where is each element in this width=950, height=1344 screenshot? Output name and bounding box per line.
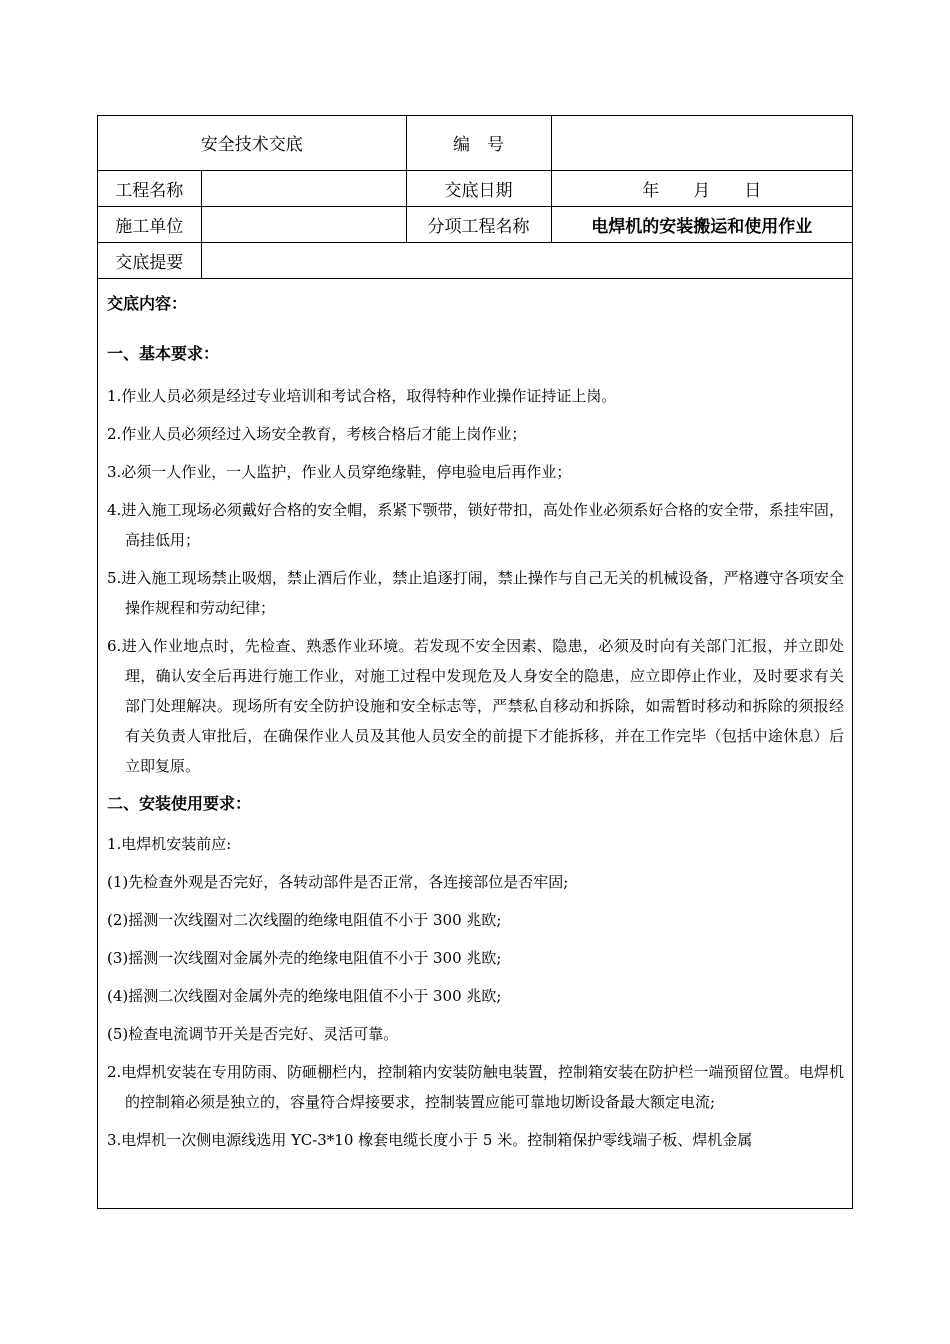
- summary-label: 交底提要: [98, 242, 201, 278]
- list-item: (4)摇测二次线圈对金属外壳的绝缘电阻值不小于 300 兆欧;: [107, 986, 502, 1005]
- unit-row: [98, 206, 852, 242]
- number-label: 编 号: [406, 116, 551, 170]
- unit-label: 施工单位: [98, 206, 201, 242]
- list-item: 4.进入施工现场必须戴好合格的安全帽，系紧下颚带，锁好带扣，高处作业必须系好合格的安全带，系挂牢固，高挂低用；: [107, 500, 844, 549]
- briefing-content: [98, 279, 852, 1155]
- form-title: 安全技术交底: [98, 116, 406, 170]
- title-row: [98, 116, 852, 170]
- content-heading: 交底内容：: [107, 293, 188, 313]
- list-item: 1.作业人员必须是经过专业培训和考试合格，取得特种作业操作证持证上岗。: [107, 386, 617, 405]
- header-table: [98, 116, 852, 279]
- subproject-value: 电焊机的安装搬运和使用作业: [551, 206, 852, 242]
- list-item: 6.进入作业地点时，先检查、熟悉作业环境。若发现不安全因素、隐患，必须及时向有关部门汇报，并立即处理，确认安全后再进行施工作业，对施工过程中发现危及人身安全的隐患，应立即停止作业，及时要求有关部门处理解决。现场所有安全防护设施和安全标志等，严禁私自移动和拆除，如需暂时移动和拆除的须报经有关负责人审批后，在确保作业人员及其他人员安全的前提下才能拆移，并在工作完毕（包括中途休息）后立即复原。: [107, 636, 844, 775]
- section-install-title: 二、安装使用要求：: [107, 793, 252, 813]
- section-basic-title: 一、基本要求：: [107, 343, 220, 363]
- list-item: (2)摇测一次线圈对二次线圈的绝缘电阻值不小于 300 兆欧;: [107, 910, 502, 929]
- subproject-label: 分项工程名称: [406, 206, 551, 242]
- list-item: 1.电焊机安装前应:: [107, 834, 232, 853]
- number-value[interactable]: [551, 116, 852, 170]
- project-name-value[interactable]: [201, 170, 406, 206]
- list-item: 3.必须一人作业，一人监护，作业人员穿绝缘鞋，停电验电后再作业；: [107, 462, 572, 481]
- list-item: 2.作业人员必须经过入场安全教育，考核合格后才能上岗作业；: [107, 424, 527, 443]
- list-item: 3.电焊机一次侧电源线选用 YC-3*10 橡套电缆长度小于 5 米。控制箱保护零线端子板、焊机金属: [107, 1130, 753, 1149]
- date-label: 交底日期: [406, 170, 551, 206]
- list-item: (5)检查电流调节开关是否完好、灵活可靠。: [107, 1024, 399, 1043]
- list-item: 2.电焊机安装在专用防雨、防砸棚栏内，控制箱内安装防触电装置，控制箱安装在防护栏一端预留位置。电焊机的控制箱必须是独立的，容量符合焊接要求，控制装置应能可靠地切断设备最大额定电流;: [107, 1062, 844, 1111]
- date-value[interactable]: 年 月 日: [551, 170, 852, 206]
- summary-value[interactable]: [201, 242, 852, 278]
- project-name-label: 工程名称: [98, 170, 201, 206]
- list-item: (3)摇测一次线圈对金属外壳的绝缘电阻值不小于 300 兆欧;: [107, 948, 502, 967]
- project-row: [98, 170, 852, 206]
- list-item: 5.进入施工现场禁止吸烟，禁止酒后作业，禁止追逐打闹，禁止操作与自己无关的机械设备，严格遵守各项安全操作规程和劳动纪律；: [107, 568, 844, 617]
- safety-briefing-form: [97, 115, 853, 1209]
- summary-row: [98, 242, 852, 278]
- list-item: (1)先检查外观是否完好，各转动部件是否正常，各连接部位是否牢固;: [107, 872, 569, 891]
- unit-value[interactable]: [201, 206, 406, 242]
